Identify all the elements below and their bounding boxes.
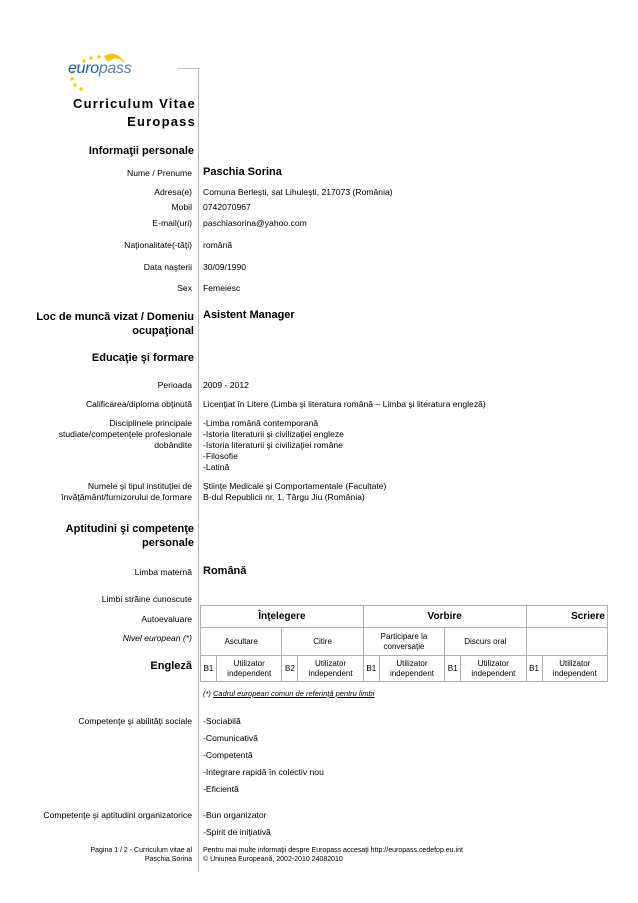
email-label: E-mail(uri): [152, 218, 192, 228]
european-level-label: Nivel european (*): [122, 633, 192, 643]
cv-title-line2: Europass: [127, 114, 196, 129]
job-value: Asistent Manager: [203, 309, 295, 321]
header-writing: Scriere: [526, 606, 607, 628]
name-label: Nume / Prenume: [127, 168, 192, 178]
section-education: Educaţie şi formare: [91, 352, 194, 364]
subjects-label-1: Disciplinele principale: [109, 418, 192, 428]
institution-address: B-dul Republicii nr. 1, Târgu Jiu (România): [203, 492, 365, 502]
level-description: Utilizator independent: [461, 656, 526, 682]
level-code: B1: [445, 656, 461, 682]
europass-logo-text: europass: [68, 60, 132, 77]
level-description: Utilizator independent: [379, 656, 444, 682]
organisational-skill-item: -Bun organizator: [203, 810, 267, 820]
level-description: Utilizator independent: [217, 656, 282, 682]
footer-owner: Paschia Sorina: [144, 856, 192, 863]
cefr-reference-link[interactable]: Cadrul european comun de referinţă pentru limbi: [213, 689, 375, 698]
mobile-value: 0742070967: [203, 202, 251, 212]
level-description: Utilizator independent: [542, 656, 607, 682]
column-divider: [198, 68, 199, 872]
social-skill-item: -Comunicativă: [203, 733, 258, 743]
footer-copyright: © Uniunea Europeană, 2002-2010 24082010: [203, 856, 343, 863]
level-code: B1: [363, 656, 379, 682]
footer-more-info: Pentru mai multe informaţii despre Europass accesaţi http://europass.cedefop.eu.int: [203, 847, 463, 854]
job-label-line2: ocupaţional: [132, 325, 194, 337]
mother-tongue-value: Română: [203, 565, 247, 577]
mobile-label: Mobil: [171, 202, 192, 212]
cv-title-line1: Curriculum Vitae: [73, 96, 196, 111]
social-skills-label: Competenţe şi abilităţi sociale: [78, 716, 192, 726]
address-value: Comuna Berleşti, sat Lihuleşti, 217073 (România): [203, 187, 393, 197]
subject-item: -Istoria literaturii şi civilizaţiei române: [203, 440, 343, 450]
qualification-label: Calificarea/diploma obţinută: [85, 399, 192, 409]
institution-label-1: Numele şi tipul instituţiei de: [87, 481, 192, 491]
social-skill-item: -Sociabilă: [203, 716, 241, 726]
qualification-value: Licenţiat în Litere (Limba şi literatura română – Limba şi literatura engleză): [203, 399, 486, 409]
header-speaking: Vorbire: [363, 606, 526, 628]
address-label: Adresa(e): [154, 187, 192, 197]
period-label: Perioada: [157, 380, 192, 390]
subjects-label-2: studiate/competenţele profesionale: [58, 429, 192, 439]
nationality-label: Naţionalitate(-tăţi): [124, 240, 192, 250]
subheader-reading: Citire: [282, 628, 363, 656]
header-rule: [178, 68, 200, 69]
subject-item: -Latină: [203, 462, 230, 472]
subheader-production: Discurs oral: [445, 628, 526, 656]
social-skill-item: -Eficientă: [203, 784, 239, 794]
organisational-skill-item: -Spirit de iniţiativă: [203, 827, 271, 837]
language-name: Engleză: [150, 660, 192, 672]
period-value: 2009 - 2012: [203, 380, 249, 390]
cefr-reference-note: (*) Cadrul european comun de referinţă pentru limbi: [203, 689, 375, 698]
birth-value: 30/09/1990: [203, 262, 247, 272]
social-skill-item: -Integrare rapidă în colectiv nou: [203, 767, 324, 777]
subjects-label-3: dobândite: [154, 440, 192, 450]
organisational-skills-label: Competenţe şi aptitudini organizatorice: [43, 810, 192, 820]
self-assessment-label: Autoevaluare: [141, 614, 192, 624]
sex-value: Femeiesc: [203, 283, 241, 293]
email-value[interactable]: paschiasorina@yahoo.com: [203, 218, 307, 228]
header-understanding: Înţelegere: [201, 606, 364, 628]
foreign-languages-label: Limbi străine cunoscute: [101, 594, 192, 604]
level-code: B1: [526, 656, 542, 682]
sex-label: Sex: [177, 283, 192, 293]
birth-label: Data naşterii: [143, 262, 192, 272]
subject-item: -Istoria literaturii şi civilizaţiei engleze: [203, 429, 344, 439]
subheader-writing-blank: [526, 628, 607, 656]
level-description: Utilizator independent: [298, 656, 363, 682]
section-skills-line1: Aptitudini şi competenţe: [65, 523, 194, 535]
institution-name: Ştiinţe Medicale şi Comportamentale (Facultate): [203, 481, 387, 491]
footer-page-info: Pagina 1 / 2 - Curriculum vitae al: [90, 847, 192, 854]
section-personal-info: Informaţii personale: [88, 145, 194, 157]
nationality-value: română: [203, 240, 233, 250]
social-skill-item: -Competentă: [203, 750, 253, 760]
name-value: Paschia Sorina: [203, 166, 282, 178]
section-skills-line2: personale: [142, 537, 194, 549]
subject-item: -Limba română contemporană: [203, 418, 319, 428]
subject-item: -Filosofie: [203, 451, 238, 461]
job-label-line1: Loc de muncă vizat / Domeniu: [36, 311, 194, 323]
level-code: B1: [201, 656, 217, 682]
language-grid: [200, 605, 608, 682]
subheader-listening: Ascultare: [201, 628, 282, 656]
institution-label-2: învăţământ/furnizorului de formare: [61, 492, 192, 502]
level-code: B2: [282, 656, 298, 682]
subheader-interaction: Participare la conversaţie: [363, 628, 444, 656]
mother-tongue-label: Limba maternă: [134, 567, 192, 577]
